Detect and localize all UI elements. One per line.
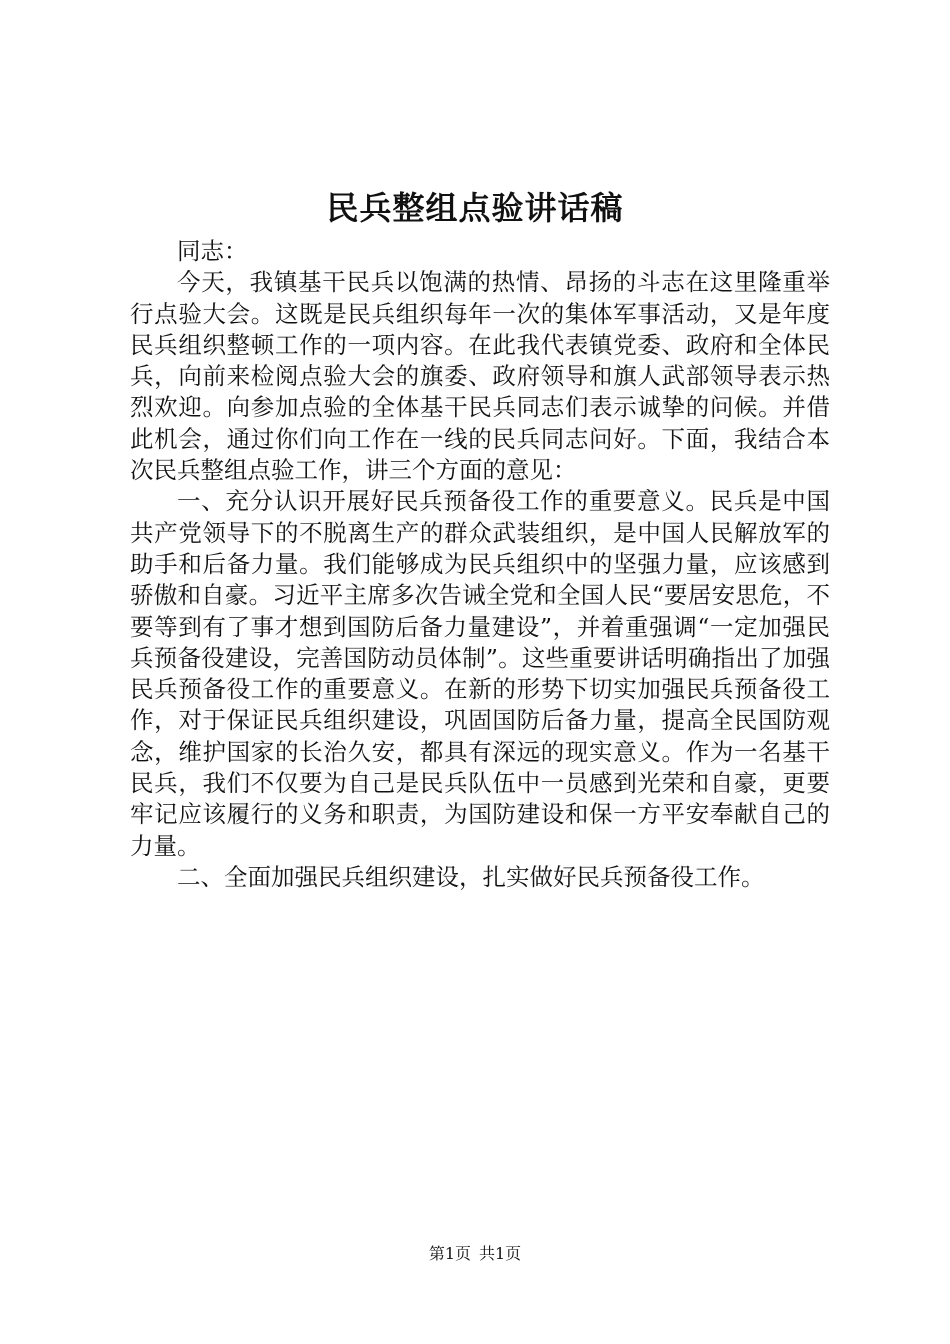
section-one-paragraph: 一、充分认识开展好民兵预备役工作的重要意义。民兵是中国共产党领导下的不脱离生产的群众武装组织，是中国人民解放军的助手和后备力量。我们能够成为民兵组织中的坚强力量，应该感到骄傲和自豪。习近平主席多次告诫全党和全国人民“要居安思危，不要等到有了事才想到国防后备力量建设”，并着重强调“一定加强民兵预备役建设，完善国防动员体制”。这些重要讲话明确指出了加强民兵预备役工作的重要意义。在新的形势下切实加强民兵预备役工作，对于保证民兵组织建设，巩固国防后备力量，提高全民国防观念，维护国家的长治久安，都具有深远的现实意义。作为一名基干民兵，我们不仅要为自己是民兵队伍中一员感到光荣和自豪，更要牢记应该履行的义务和职责，为国防建设和保一方平安奉献自己的力量。 — [130, 487, 830, 860]
section-two-paragraph: 二、全面加强民兵组织建设，扎实做好民兵预备役工作。 — [177, 862, 765, 891]
intro-paragraph: 今天，我镇基干民兵以饱满的热情、昂扬的斗志在这里隆重举行点验大会。这既是民兵组织每年一次的集体军事活动，又是年度民兵组织整顿工作的一项内容。在此我代表镇党委、政府和全体民兵，向前来检阅点验大会的旗委、政府领导和旗人武部领导表示热烈欢迎。向参加点验的全体基干民兵同志们表示诚挚的问候。并借此机会，通过你们向工作在一线的民兵同志问好。下面，我结合本次民兵整组点验工作，讲三个方面的意见： — [130, 268, 830, 485]
page-total: 共1页 — [479, 1244, 522, 1263]
page-number: 第1页 — [428, 1244, 471, 1263]
document-body — [130, 236, 830, 893]
document-title: 民兵整组点验讲话稿 — [326, 189, 624, 227]
page-footer — [0, 1243, 950, 1265]
salutation-paragraph: 同志： — [177, 237, 248, 265]
